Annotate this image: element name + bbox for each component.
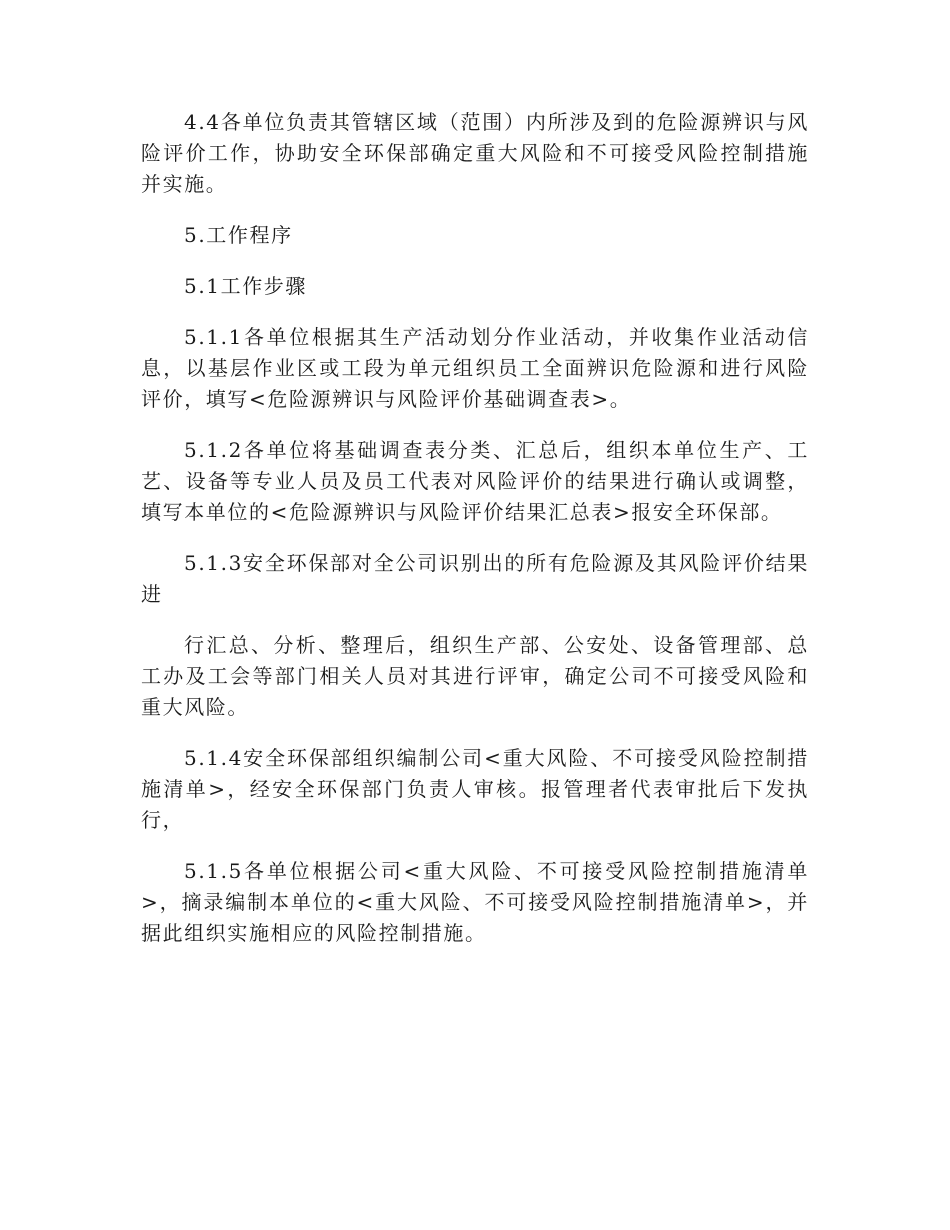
paragraph-5-1-3-continued: 行汇总、分析、整理后，组织生产部、公安处、设备管理部、总工办及工会等部门相关人员对其进行评审，确定公司不可接受风险和重大风险。 (141, 633, 809, 719)
paragraph-5-1-2: 5.1.2各单位将基础调查表分类、汇总后，组织本单位生产、工艺、设备等专业人员及员工代表对风险评价的结果进行确认或调整，填写本单位的<危险源辨识与风险评价结果汇总表>报安全环保部。 (141, 438, 809, 524)
heading-5-work-procedure: 5.工作程序 (184, 223, 293, 247)
paragraph-5-1-3: 5.1.3安全环保部对全公司识别出的所有危险源及其风险评价结果进 (141, 551, 809, 606)
paragraph-4-4: 4.4各单位负责其管辖区域（范围）内所涉及到的危险源辨识与风险评价工作，协助安全环保部确定重大风险和不可接受风险控制措施并实施。 (141, 110, 809, 196)
document-body (141, 107, 809, 969)
paragraph-5-1-1: 5.1.1各单位根据其生产活动划分作业活动，并收集作业活动信息，以基层作业区或工段为单元组织员工全面辨识危险源和进行风险评价，填写<危险源辨识与风险评价基础调查表>。 (141, 325, 809, 411)
paragraph-5-1-4: 5.1.4安全环保部组织编制公司<重大风险、不可接受风险控制措施清单>，经安全环保部门负责人审核。报管理者代表审批后下发执行， (141, 746, 809, 832)
heading-5-1-work-steps: 5.1工作步骤 (184, 274, 308, 298)
paragraph-5-1-5: 5.1.5各单位根据公司<重大风险、不可接受风险控制措施清单>，摘录编制本单位的<重大风险、不可接受风险控制措施清单>，并据此组织实施相应的风险控制措施。 (141, 859, 809, 945)
